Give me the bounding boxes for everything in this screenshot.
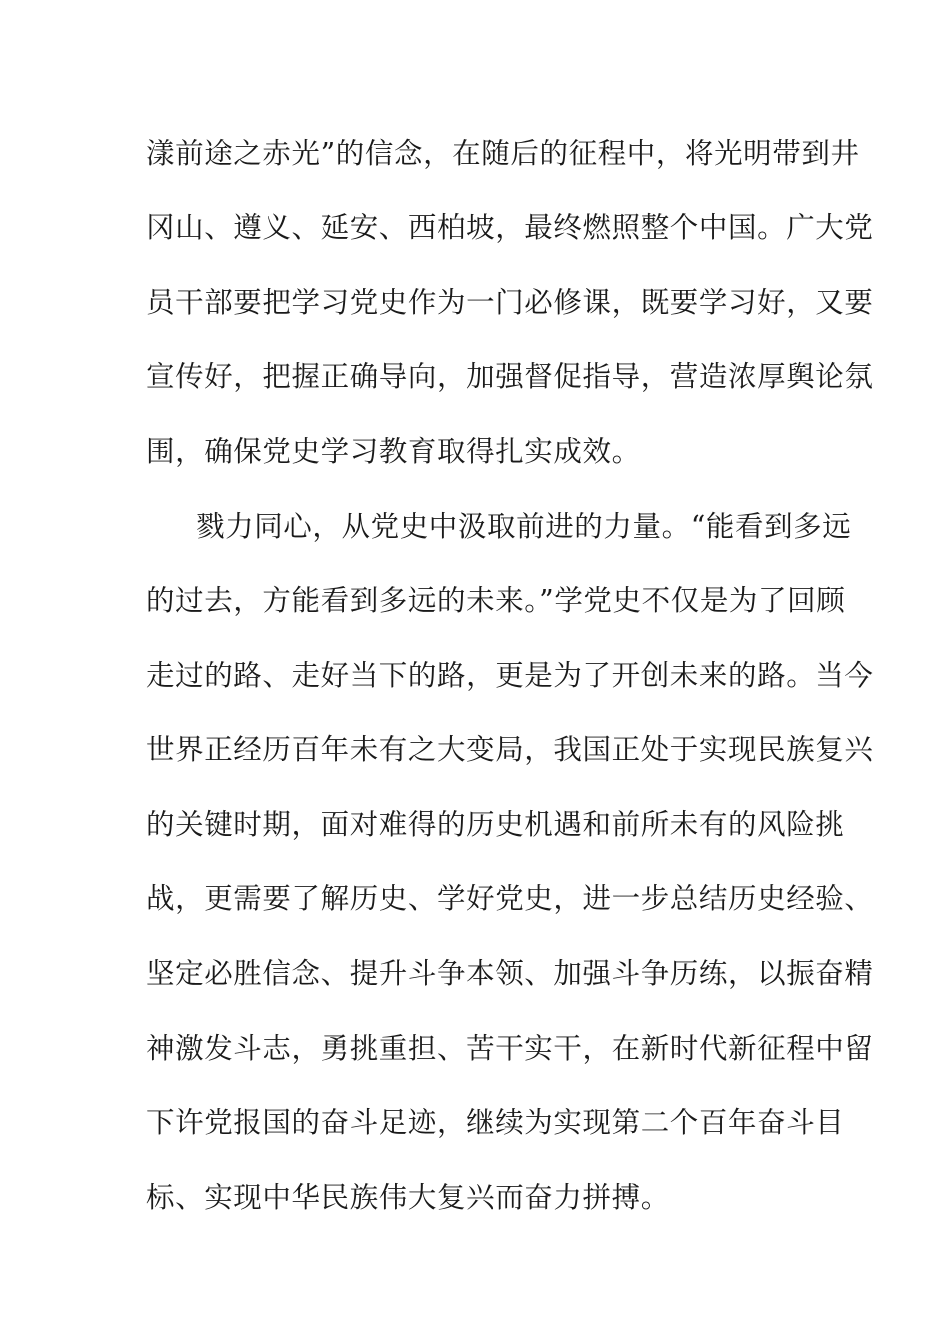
- paragraph-2-line-1: 戮力同心，从党史中汲取前进的力量。“能看到多远: [196, 510, 852, 543]
- paragraph-2-line-8: 神激发斗志，勇挑重担、苦干实干，在新时代新征程中留: [146, 1032, 874, 1065]
- paragraph-2-line-6: 战，更需要了解历史、学好党史，进一步总结历史经验、: [146, 882, 874, 915]
- paragraph-1-line-1: 漾前途之赤光”的信念，在随后的征程中，将光明带到井: [146, 137, 860, 170]
- paragraph-2-line-7: 坚定必胜信念、提升斗争本领、加强斗争历练，以振奋精: [146, 957, 874, 990]
- paragraph-1-line-2: 冈山、遵义、延安、西柏坡，最终燃照整个中国。广大党: [146, 211, 874, 244]
- paragraph-1-line-3: 员干部要把学习党史作为一门必修课，既要学习好，又要: [146, 286, 874, 319]
- paragraph-2-line-10: 标、实现中华民族伟大复兴而奋力拼搏。: [146, 1181, 670, 1214]
- paragraph-2-line-9: 下许党报国的奋斗足迹，继续为实现第二个百年奋斗目: [146, 1106, 845, 1139]
- paragraph-1-line-5: 围，确保党史学习教育取得扎实成效。: [146, 435, 641, 468]
- paragraph-2-line-2: 的过去，方能看到多远的未来。”学党史不仅是为了回顾: [146, 584, 846, 617]
- paragraph-2-line-3: 走过的路、走好当下的路，更是为了开创未来的路。当今: [146, 659, 874, 692]
- paragraph-1-line-4: 宣传好，把握正确导向，加强督促指导，营造浓厚舆论氛: [146, 360, 874, 393]
- paragraph-2-line-4: 世界正经历百年未有之大变局，我国正处于实现民族复兴: [146, 733, 874, 766]
- paragraph-2-line-5: 的关键时期，面对难得的历史机遇和前所未有的风险挑: [146, 808, 845, 841]
